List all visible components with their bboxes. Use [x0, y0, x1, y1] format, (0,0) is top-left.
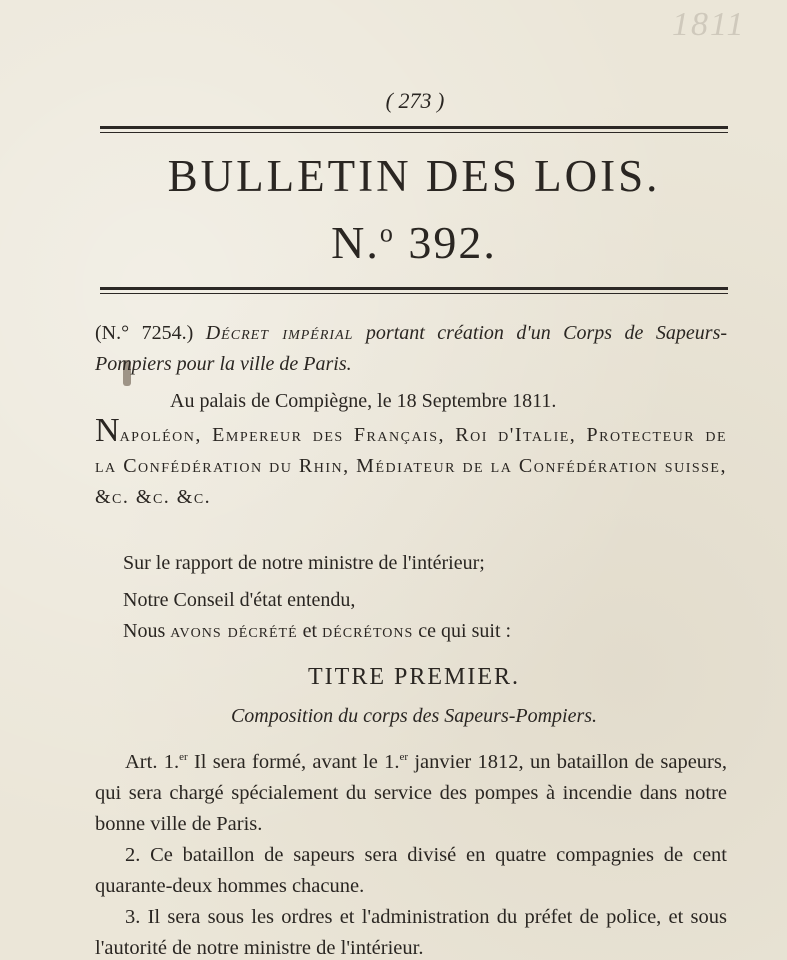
- number-degree: o: [379, 218, 395, 248]
- decree-description: portant création d'un Corps de Sapeurs-Pompiers pour la ville de Paris.: [95, 322, 728, 375]
- decree-kind: Décret impérial: [205, 322, 354, 344]
- article-text: Il sera sous les ordres et l'administration du préfet de police, et sous l'autorité de notre ministre de l'intérieur.: [95, 905, 727, 959]
- article-2: [95, 840, 727, 902]
- article-label: Art. 1.: [125, 750, 180, 773]
- article-sup: er: [179, 751, 188, 763]
- decree-reference: (N.° 7254.): [95, 322, 194, 344]
- preamble-et: et: [302, 620, 318, 642]
- preamble-line-2: Notre Conseil d'état entendu,: [123, 589, 356, 611]
- date-line: Au palais de Compiègne, le 18 Septembre 1811.: [170, 390, 557, 412]
- preamble-nous: Nous: [123, 620, 166, 642]
- number-value: 392.: [408, 217, 497, 268]
- article-text: Ce bataillon de sapeurs sera divisé en quatre compagnies de cent quarante-deux hommes chacune.: [95, 843, 727, 897]
- corner-annotation: 1811: [672, 6, 746, 43]
- preamble-line-3: [123, 620, 511, 643]
- article-1: [95, 742, 727, 840]
- article-3: [95, 902, 727, 960]
- preamble-avons-decrete: avons décrété: [170, 620, 298, 642]
- section-title: TITRE PREMIER.: [308, 664, 520, 690]
- number-prefix: N.: [331, 217, 380, 268]
- page-number: ( 273 ): [385, 88, 445, 113]
- napoleon-name: apoléon: [119, 424, 196, 446]
- bulletin-number: [100, 216, 728, 269]
- article-text: janvier 1812, un bataillon de sapeurs, qui sera chargé spécialement du service des pompes à incendie dans notre bonne ville de Paris.: [95, 750, 727, 835]
- napoleon-initial: N: [95, 412, 120, 449]
- article-text: Il sera formé, avant le 1.: [187, 750, 400, 773]
- preamble-decretons: décrétons: [322, 620, 414, 642]
- top-rule: [100, 126, 728, 133]
- articles: [95, 742, 727, 960]
- section-subtitle: Composition du corps des Sapeurs-Pompiers.: [230, 705, 598, 727]
- napoleon-titles: [95, 412, 727, 513]
- bulletin-title: BULLETIN DES LOIS.: [167, 151, 661, 201]
- preamble-suit: ce qui suit :: [418, 620, 512, 642]
- bottom-rule: [100, 287, 728, 294]
- article-label: 2.: [125, 843, 141, 866]
- article-label: 3.: [125, 905, 141, 928]
- napoleon-title-list: , Empereur des Français, Roi d'Italie, Protecteur de la Confédération du Rhin, Médiateur de la Confédération suisse, &c. &c. &c.: [95, 424, 727, 508]
- decree-heading: [95, 318, 727, 380]
- article-sup: er: [399, 751, 409, 763]
- preamble-line-1: Sur le rapport de notre ministre de l'intérieur;: [123, 552, 485, 574]
